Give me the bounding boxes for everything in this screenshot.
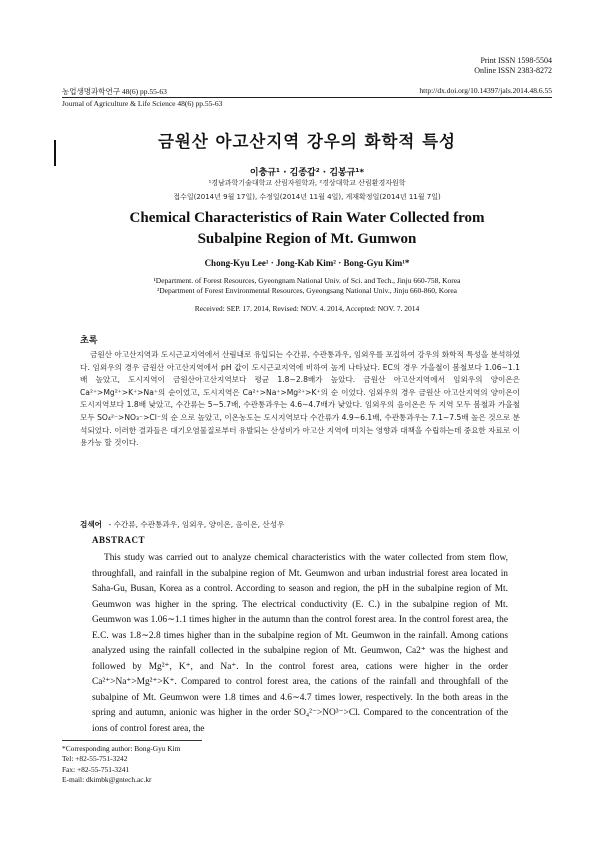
affiliations-korean: ¹경남과학기술대학교 산림자원학과, ²경상대학교 산림환경자원학 [208,179,406,187]
online-issn: Online ISSN 2383-8272 [474,66,552,75]
affiliations-english [62,276,552,296]
doi-link[interactable]: http://dx.doi.org/10.14397/jals.2014.48.6.55 [419,86,552,95]
abstract-english-heading: ABSTRACT [92,535,146,545]
margin-bar [54,140,56,166]
email[interactable]: E-mail: dkimbk@gntech.ac.kr [62,775,152,785]
title-english-line1: Chemical Characteristics of Rain Water Collected from [129,210,485,226]
abstract-english: This study was carried out to analyze chemical characteristics with the water collected from stem flow, throughfall, and rainfall in the subalpine region of Mt. Geumwon and urban industrial forest area located in Saha-Gu, Busan, Korea as a control. According to season and region, the pH in the subalpine region of Mt. Geumwon was higher in the spring. The electrical conductivity (E. C.) in the subalpine region of Mt. Geumwon was 1.06∼1.1 times higher in the autumn than the control forest area. In the control forest area, the E.C. was 1.8∼2.8 times higher than in the subalpine region of Mt. Geumwon in the rainfall. Among cations analyzed using the rainfall collected in the subalpine region of Mt. Geumwon, Ca2⁺ was the highest and followed by Mg²⁺, K⁺, and Na⁺. In the control forest area, cations were higher in the order Ca²⁺>Na⁺>Mg²⁺>K⁺. Compared to control forest area, the cations of the rainfall and throughfall of the subalpine of Mt. Geumwon were 1.8 times and 4.6∼4.7 times lower, respectively. In the both areas in the spring and autumn, anionic was higher in the order SO₄²⁻>NO³⁻>Cl. Compared to the concentration of the ions of control forest area, the [92,553,508,734]
authors-korean: 이충규¹ · 김종갑² · 김봉규¹* [249,168,365,178]
title-english [62,208,552,250]
dates-english: Received: SEP. 17. 2014, Revised: NOV. 4. 2014, Accepted: NOV. 7. 2014 [194,304,420,313]
telephone: Tel: +82-55-751-3242 [62,754,128,764]
keywords-korean [80,519,520,530]
title-korean: 금원산 아고산지역 강우의 화학적 특성 [157,132,456,151]
title-english-line2: Subalpine Region of Mt. Gumwon [197,231,417,247]
print-issn: Print ISSN 1598-5504 [480,56,552,65]
corresponding-author: *Corresponding author: Bong-Gyu Kim [62,744,181,753]
issn-block [474,56,552,76]
header-rule [62,97,552,98]
keywords-korean-label: 검색어 [80,520,103,529]
affiliation-english-1: ¹Department. of Forest Resources, Gyeongnam National Univ. of Sci. and Tech., Jinju 660-758, Korea [153,276,461,285]
fax: Fax: +82-55-751-3241 [62,764,130,774]
dates-korean: 접수일(2014년 9월 17일), 수정일(2014년 11월 4일), 게재확정일(2014년 11월 7일) [173,193,441,201]
abstract-korean-heading: 초록 [80,336,98,346]
journal-en-citation: Journal of Agriculture & Life Science 48(6) pp.55-63 [62,99,223,108]
footnotes [62,744,180,786]
abstract-korean: 금원산 아고산지역과 도시근교지역에서 산림내로 유입되는 수간류, 수관통과우, 임외우를 포집하여 강우의 화학적 특성을 분석하였다. 임외우의 경우 금원산 아고산지역에서 pH 값이 도시근교지역에 비하여 높게 나타났다. EC의 경우 가을철이 봄철보다 1.06∼1.1배 높았고, 도시지역이 금원산아고산지역보다 평균 1.8∼2.8배가 높았다. 금원산 아고산지역에서 임외우의 양이온은 Ca²⁺>Mg²⁺>K⁺>Na⁺의 순이었고, 도시지역은 Ca²⁺>Na⁺>Mg²⁺>K⁺의 순 이었다. 임외우의 경우 금원산 아고산지역의 양이온이 도시지역보다 1.8배 낮았고, 수간류는 5∼5.7배, 수관통과우는 4.6∼4.7배가 낮았다. 임외우의 음이온은 두 지역 모두 봄철과 가을철 모두 SO₄²⁻>NO₃⁻>Cl⁻의 순 으로 높았고, 이온농도는 도시지역보다 수간류가 4.9∼6.1배, 수관통과우는 7.1∼7.5배 높은 것으로 분석되었다. 이러한 결과들은 대기오염물질로부터 유발되는 산성비가 아고산 지역에 미치는 영향과 대책을 수립하는데 중요한 자료로 이용가능 할 것이다. [80,350,520,448]
footnote-rule [62,740,202,741]
authors-english: Chong-Kyu Lee¹ · Jong-Kab Kim² · Bong-Gyu Kim¹* [204,258,410,268]
journal-ko-citation: 농업생명과학연구 48(6) pp.55-63 [62,87,167,96]
affiliation-english-2: ²Department of Forest Environmental Resources, Gyeongsang National Univ., Jinju 660-860, Korea [156,286,458,295]
keywords-korean-list: - 수간류, 수관통과우, 임외우, 양이온, 음이온, 산성우 [108,520,285,529]
